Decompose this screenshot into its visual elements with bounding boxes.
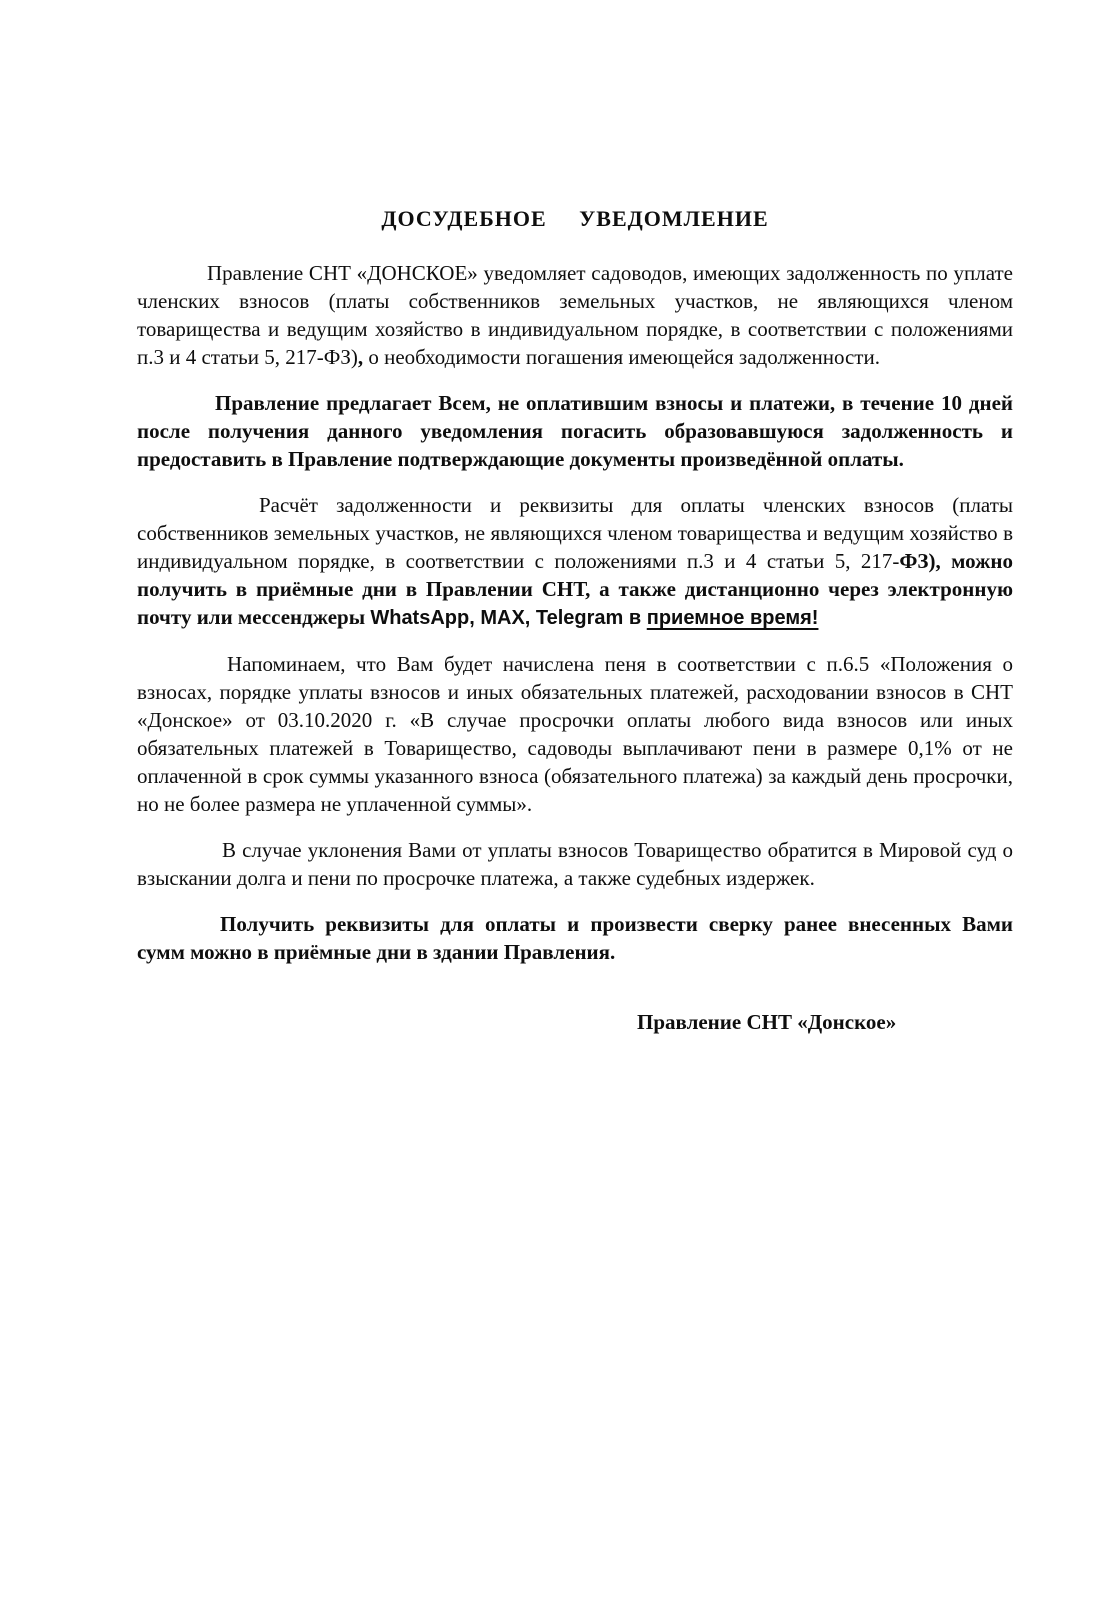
demand-text: Правление предлагает Всем, не оплатившим взносы и платежи, в течение 10 дней после получения данного уведомления погасить образовавшуюся задолженность и предоставить в Правление подтверждающие документы произведённой оплаты. [137, 391, 1013, 471]
paragraph-court [137, 836, 1013, 892]
messengers-text: WhatsApp, MAX, Telegram в [370, 607, 647, 629]
paragraph-demand [137, 389, 1013, 473]
paragraph-intro [137, 259, 1013, 371]
paragraph-calculation [137, 491, 1013, 632]
court-text: В случае уклонения Вами от уплаты взносов Товарищество обратится в Мировой суд о взыскании долга и пени по просрочке платежа, а также судебных издержек. [137, 838, 1013, 890]
signature-line: Правление СНТ «Донское» [637, 1010, 897, 1034]
paragraph-requisites [137, 910, 1013, 966]
intro-text-tail: о необходимости погашения имеющейся задолженности. [363, 345, 880, 369]
intro-text: Правление СНТ «ДОНСКОЕ» уведомляет садоводов, имеющих задолженность по уплате членских взносов (платы собственников земельных участков, не являющихся членом товарищества и ведущим хозяйство в индивидуальном порядке, в соответствии с положениями п.3 и 4 статьи 5, 217-ФЗ) [137, 261, 1013, 369]
penalty-text: Напоминаем, что Вам будет начислена пеня в соответствии с п.6.5 «Положения о взносах, порядке уплаты взносов и иных обязательных платежей, расходовании взносов в СНТ «Донское» от 03.10.2020 г. «В случае просрочки оплаты любого вида взносов или иных обязательных платежей в Товарищество, садоводы выплачивают пени в размере 0,1% от не оплаченной в срок суммы указанного взноса (обязательного платежа) за каждый день просрочки, но не более размера не уплаченной суммы». [137, 652, 1013, 816]
calculation-bold-text: ФЗ), можно получить в приёмные дни в Правлении СНТ, а также дистанционно через электронную почту или мессенджеры [137, 549, 1013, 629]
document-title: ДОСУДЕБНОЕ УВЕДОМЛЕНИЕ [381, 206, 769, 231]
reception-time-underlined: приемное время! [646, 607, 819, 629]
document-content [137, 0, 1013, 1036]
paragraph-penalty [137, 650, 1013, 818]
calculation-text: Расчёт задолженности и реквизиты для оплаты членских взносов (платы собственников земельных участков, не являющихся членом товарищества и ведущим хозяйство в индивидуальном порядке, в соответствии с положениями п.3 и 4 статьи 5, 217- [137, 493, 1013, 573]
requisites-text: Получить реквизиты для оплаты и произвести сверку ранее внесенных Вами сумм можно в приёмные дни в здании Правления. [137, 912, 1013, 964]
intro-bold-comma: , [357, 345, 364, 369]
